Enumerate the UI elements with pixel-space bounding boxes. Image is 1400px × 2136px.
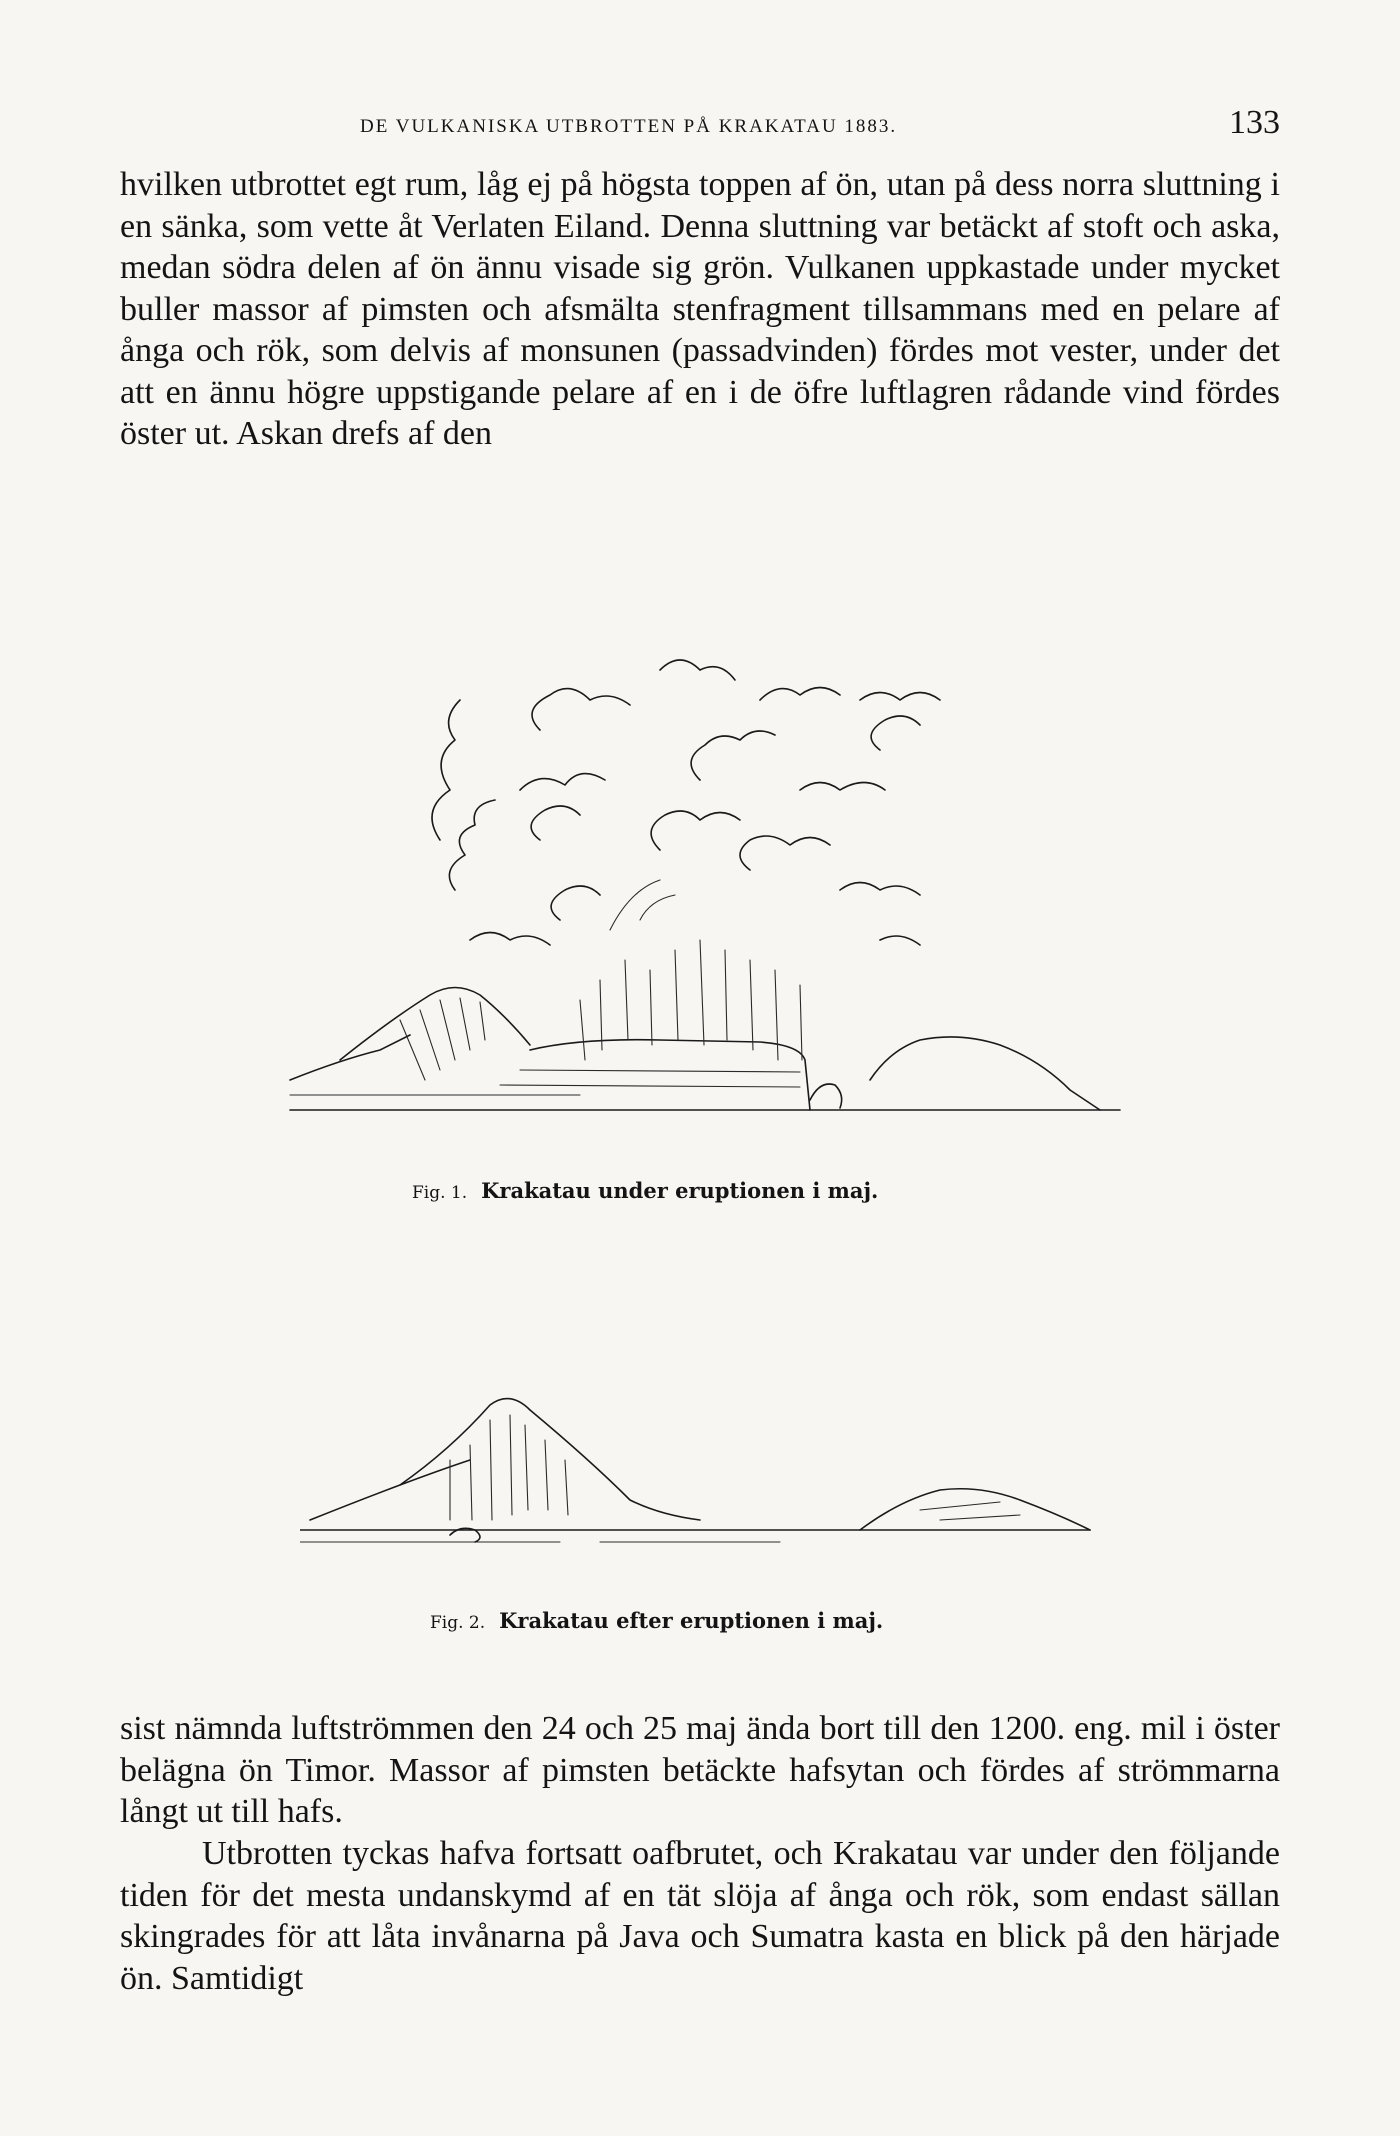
figure-1-caption [412, 1178, 878, 1203]
figure-1-eruption-illustration [280, 640, 1140, 1120]
page-number: 133 [1229, 104, 1280, 141]
running-title: DE VULKANISKA UTBROTTEN PÅ KRAKATAU 1883. [360, 116, 898, 137]
figure-1-title: Krakatau under eruptionen i maj. [481, 1178, 879, 1203]
paragraph-2: sist nämnda luftströmmen den 24 och 25 maj ända bort till den 1200. eng. mil i öster belägna ön Timor. Massor af pimsten betäckte hafsytan och fördes af strömmarna långt ut till hafs. [120, 1710, 1280, 1830]
figure-2-title: Krakatau efter eruptionen i maj. [499, 1608, 884, 1633]
figure-2-label: Fig. 2. [430, 1613, 486, 1633]
paragraph-3: Utbrotten tyckas hafva fortsatt oafbrutet, och Krakatau var under den följande tiden för det mesta undanskymd af en tät slöja af ånga och rök, som endast sällan skingrades för att låta invånarna på Java och Sumatra kasta en blick på den härjade ön. Samtidigt [120, 1835, 1280, 1997]
figure-2-island-illustration [300, 1390, 1100, 1560]
figure-2-caption [430, 1608, 883, 1633]
figure-1-label: Fig. 1. [412, 1183, 468, 1203]
page-header [120, 104, 1280, 150]
paragraph-1: hvilken utbrottet egt rum, låg ej på högsta toppen af ön, utan på dess norra sluttning i en sänka, som vette åt Verlaten Eiland. Denna sluttning var betäckt af stoft och aska, medan södra delen af ön ännu visade sig grön. Vulkanen uppkastade under mycket buller massor af pimsten och afsmälta stenfragment tillsammans med en pelare af ånga och rök, som delvis af monsunen (passadvinden) fördes mot vester, under det att en ännu högre uppstigande pelare af en i de öfre luftlagren rådande vind fördes öster ut. Askan drefs af den [120, 166, 1280, 452]
